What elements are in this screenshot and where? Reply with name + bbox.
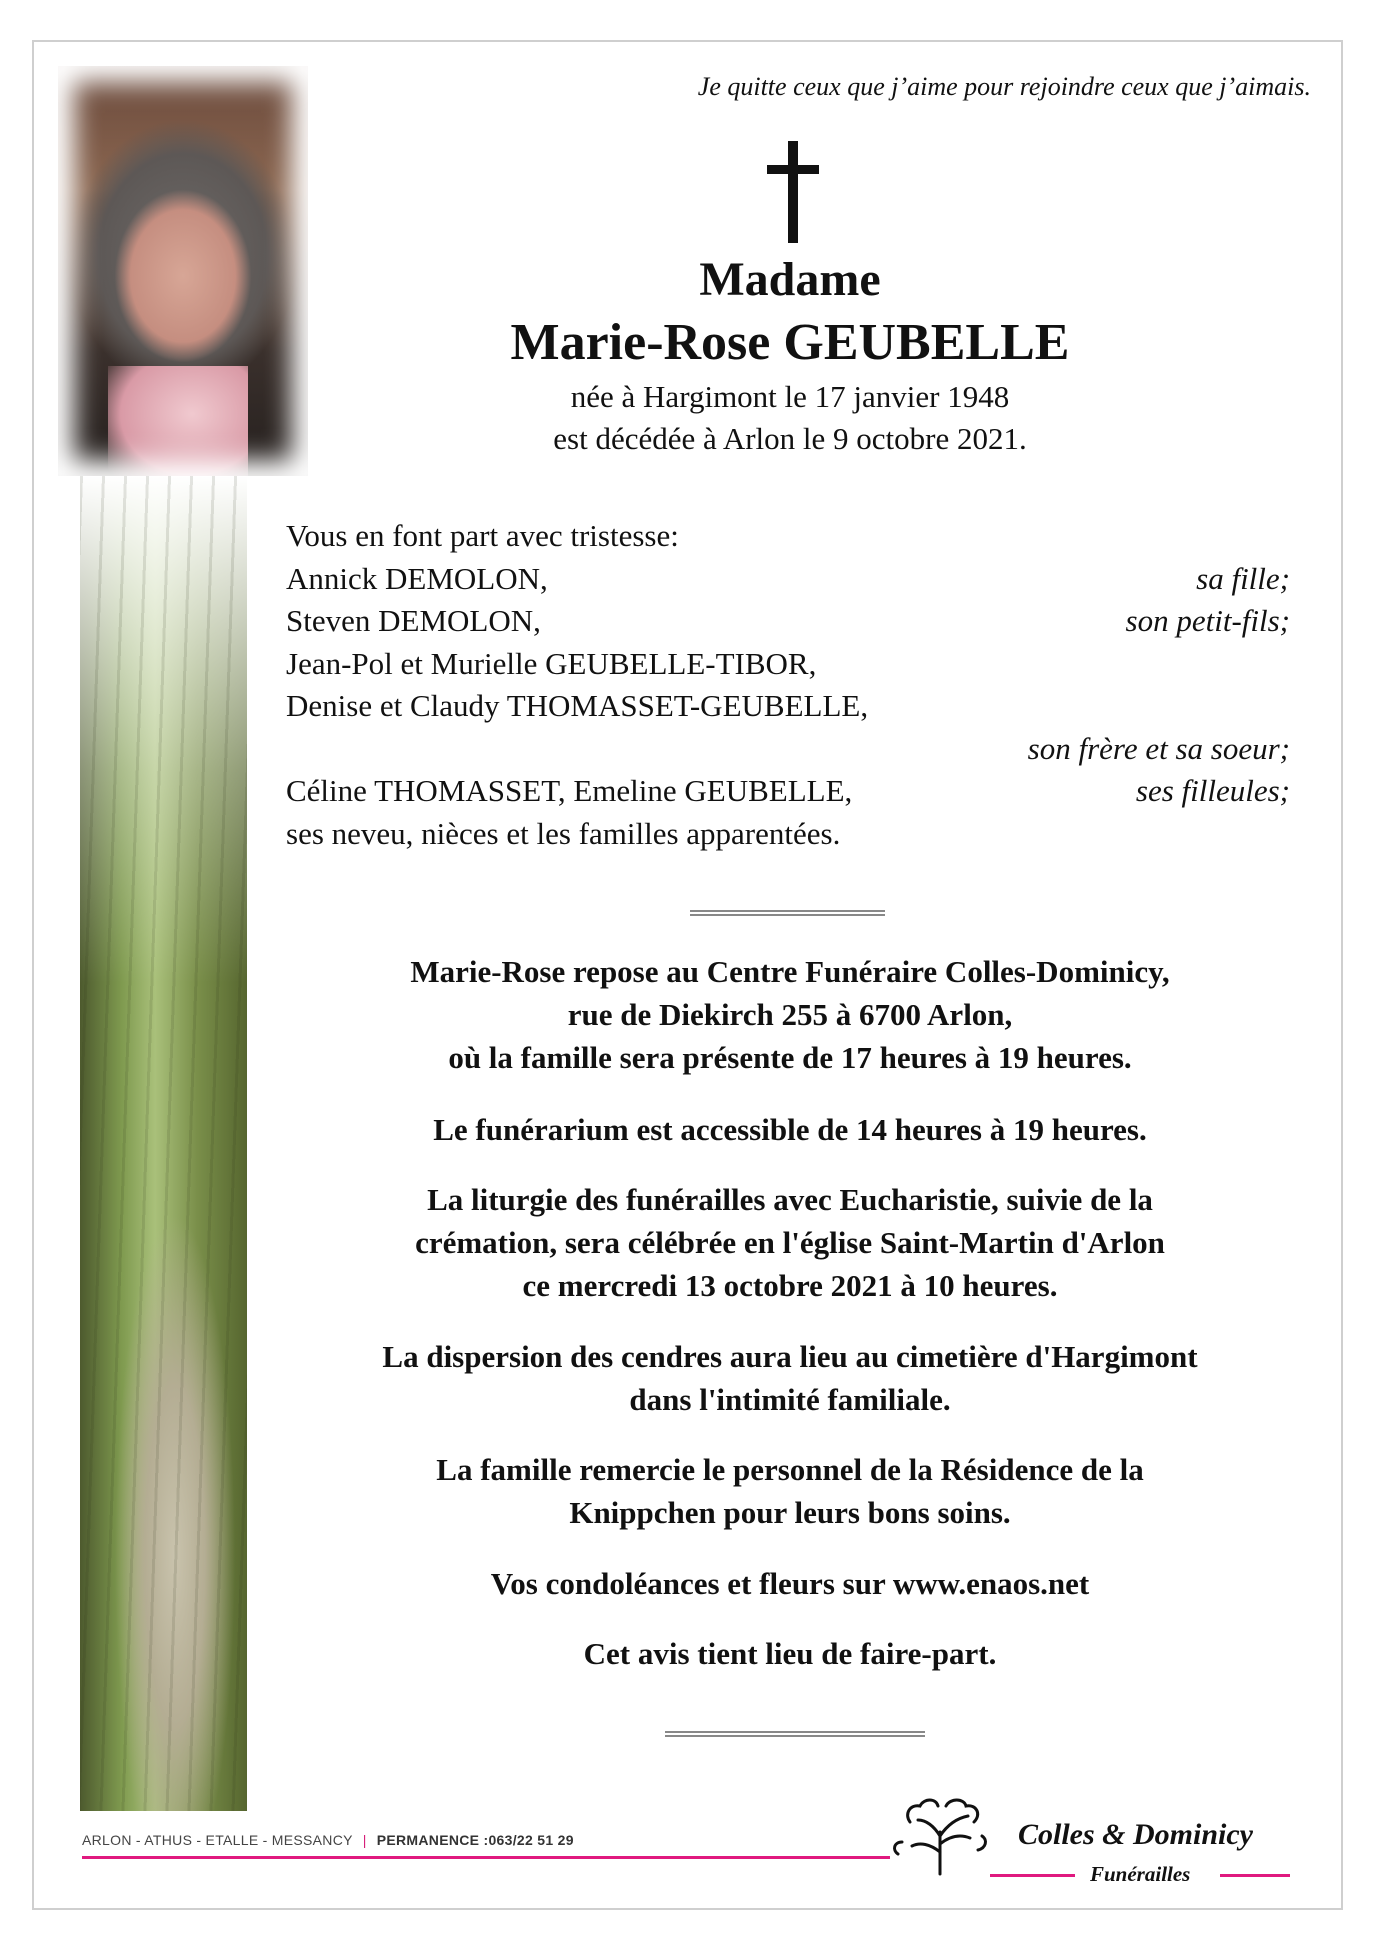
info-line: Le funérarium est accessible de 14 heures à 19 heures.: [433, 1112, 1147, 1147]
cross-icon: [763, 141, 823, 243]
portrait-photo: [58, 66, 308, 476]
honorific: Madame: [699, 253, 881, 306]
info-paragraph-liturgy: [270, 1178, 1310, 1307]
family-names: Steven DEMOLON,: [286, 603, 541, 638]
family-intro-row: [286, 515, 1290, 558]
permanence-label: PERMANENCE :: [376, 1832, 489, 1848]
info-line: Knippchen pour leurs bons soins.: [569, 1495, 1011, 1530]
deceased-name: Marie-Rose GEUBELLE: [510, 314, 1070, 371]
birth-line: née à Hargimont le 17 janvier 1948: [570, 379, 1010, 414]
info-line: où la famille sera présente de 17 heures à 19 heures.: [448, 1040, 1132, 1075]
family-row: [286, 643, 1290, 686]
family-names: Jean-Pol et Murielle GEUBELLE-TIBOR,: [286, 645, 817, 681]
info-line: crémation, sera célébrée en l'église Saint-Martin d'Arlon: [415, 1225, 1165, 1260]
footer-locations: ARLON - ATHUS - ETALLE - MESSANCY: [82, 1832, 353, 1848]
info-line: La famille remercie le personnel de la Résidence de la: [436, 1452, 1144, 1487]
info-line: ce mercredi 13 octobre 2021 à 10 heures.: [522, 1268, 1058, 1303]
section-divider: [690, 910, 885, 916]
info-paragraph-rest: [270, 950, 1310, 1079]
family-row: [286, 558, 1290, 601]
info-paragraph-hours: [270, 1108, 1310, 1151]
family-names: Denise et Claudy THOMASSET-GEUBELLE,: [286, 688, 869, 723]
family-relation: son petit-fils;: [1125, 603, 1290, 638]
info-line: La liturgie des funérailles avec Eucharistie, suivie de la: [427, 1182, 1153, 1217]
info-line: Marie-Rose repose au Centre Funéraire Colles-Dominicy,: [410, 954, 1170, 989]
family-row: [286, 600, 1290, 643]
info-line: Cet avis tient lieu de faire-part.: [583, 1636, 997, 1671]
death-line: est décédée à Arlon le 9 octobre 2021.: [553, 421, 1027, 456]
info-line: La dispersion des cendres aura lieu au cimetière d'Hargimont: [382, 1339, 1198, 1374]
family-row: [286, 770, 1290, 813]
family-intro: Vous en font part avec tristesse:: [286, 518, 679, 553]
family-row: [286, 813, 1290, 856]
info-paragraph-thanks: [270, 1448, 1310, 1534]
info-line: Vos condoléances et fleurs sur www.enaos.net: [490, 1566, 1090, 1601]
footer-separator: |: [362, 1832, 367, 1848]
family-list: [286, 515, 1290, 855]
footer-accent-line: [82, 1856, 890, 1859]
permanence-phone: 063/22 51 29: [488, 1832, 574, 1848]
epitaph-quote: Je quitte ceux que j’aime pour rejoindre ceux que j’aimais.: [697, 72, 1311, 101]
family-relation: sa fille;: [1196, 560, 1290, 596]
info-line: rue de Diekirch 255 à 6700 Arlon,: [567, 997, 1013, 1032]
forest-path-image: [80, 476, 247, 1811]
brand-line-left: [990, 1874, 1075, 1877]
family-names: Céline THOMASSET, Emeline GEUBELLE,: [286, 773, 853, 808]
family-row: [286, 685, 1290, 728]
section-divider: [665, 1731, 925, 1737]
info-line: dans l'intimité familiale.: [629, 1382, 951, 1417]
brand-subtitle: Funérailles: [1090, 1862, 1191, 1886]
family-row: [286, 728, 1290, 771]
info-paragraph-ashes: [270, 1335, 1310, 1421]
family-names: Annick DEMOLON,: [286, 560, 548, 596]
tree-logo-icon: [890, 1792, 994, 1878]
info-paragraph-notice: [270, 1632, 1310, 1675]
brand-name: Colles & Dominicy: [1018, 1818, 1253, 1851]
info-paragraph-condolences: [270, 1562, 1310, 1605]
family-relation: son frère et sa soeur;: [1027, 730, 1290, 766]
footer-contact: [82, 1832, 574, 1848]
family-relation: ses filleules;: [1135, 773, 1290, 808]
family-names: ses neveu, nièces et les familles apparentées.: [286, 815, 841, 851]
brand-line-right: [1220, 1874, 1290, 1877]
